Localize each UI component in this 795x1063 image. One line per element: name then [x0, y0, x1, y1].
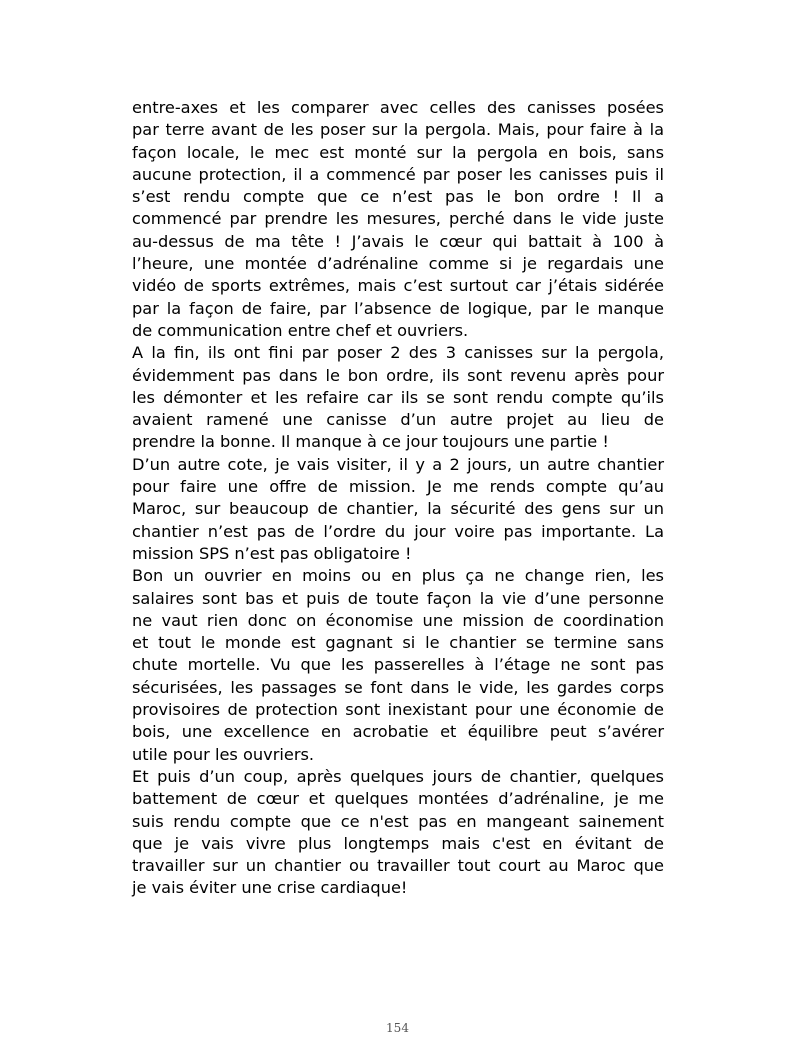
text-line: au-dessus de ma tête ! J’avais le cœur qui battait à 100 à — [132, 231, 664, 251]
text-line: provisoires de protection sont inexistant pour une économie de — [132, 700, 664, 720]
text-line: bois, une excellence en acrobatie et équilibre peut s’avérer — [132, 722, 664, 742]
paragraph — [132, 454, 664, 565]
paragraph — [132, 565, 664, 766]
text-line: Maroc, sur beaucoup de chantier, la sécurité des gens sur un — [132, 499, 664, 519]
text-line: et tout le monde est gagnant si le chantier se termine sans — [132, 633, 664, 653]
text-line: de communication entre chef et ouvriers. — [132, 320, 469, 340]
text-line: prendre la bonne. Il manque à ce jour toujours une partie ! — [132, 432, 609, 452]
body-text — [132, 97, 664, 900]
text-line: suis rendu compte que ce n'est pas en mangeant sainement — [132, 811, 664, 831]
text-line: ne vaut rien donc on économise une mission de coordination — [132, 610, 664, 630]
text-line: vidéo de sports extrêmes, mais c’est surtout car j’étais sidérée — [132, 276, 664, 296]
text-line: travailler sur un chantier ou travailler tout court au Maroc que — [132, 856, 664, 876]
text-line: mission SPS n’est pas obligatoire ! — [132, 543, 412, 563]
text-line: aucune protection, il a commencé par poser les canisses puis il — [132, 164, 664, 184]
text-line: chute mortelle. Vu que les passerelles à l’étage ne sont pas — [132, 655, 664, 675]
text-line: pour faire une offre de mission. Je me rends compte qu’au — [132, 477, 664, 497]
text-line: salaires sont bas et puis de toute façon la vie d’une personne — [132, 588, 664, 608]
text-line: évidemment pas dans le bon ordre, ils sont revenu après pour — [132, 365, 664, 385]
text-line: chantier n’est pas de l’ordre du jour voire pas importante. La — [132, 521, 664, 541]
text-line: avaient ramené une canisse d’un autre projet au lieu de — [132, 410, 664, 430]
text-line: l’heure, une montée d’adrénaline comme si je regardais une — [132, 254, 664, 274]
text-line: A la fin, ils ont fini par poser 2 des 3 canisses sur la pergola, — [132, 343, 664, 363]
text-line: s’est rendu compte que ce n’est pas le bon ordre ! Il a — [132, 187, 664, 207]
paragraph — [132, 766, 664, 900]
text-line: utile pour les ouvriers. — [132, 744, 315, 764]
text-line: je vais éviter une crise cardiaque! — [132, 878, 408, 898]
text-line: entre-axes et les comparer avec celles des canisses posées — [132, 98, 664, 117]
text-line: D’un autre cote, je vais visiter, il y a 2 jours, un autre chantier — [132, 454, 664, 474]
text-line: que je vais vivre plus longtemps mais c'est en évitant de — [132, 833, 664, 853]
text-line: par la façon de faire, par l’absence de logique, par le manque — [132, 298, 664, 318]
text-line: commencé par prendre les mesures, perché dans le vide juste — [132, 209, 664, 229]
text-line: battement de cœur et quelques montées d’adrénaline, je me — [132, 789, 664, 809]
paragraph — [132, 97, 664, 342]
page-number: 154 — [386, 1021, 409, 1035]
text-line: sécurisées, les passages se font dans le vide, les gardes corps — [132, 677, 664, 697]
text-line: façon locale, le mec est monté sur la pergola en bois, sans — [132, 142, 664, 162]
paragraph — [132, 342, 664, 453]
text-line: par terre avant de les poser sur la pergola. Mais, pour faire à la — [132, 120, 664, 140]
text-line: les démonter et les refaire car ils se sont rendu compte qu’ils — [132, 387, 664, 407]
text-line: Et puis d’un coup, après quelques jours de chantier, quelques — [132, 766, 664, 786]
text-line: Bon un ouvrier en moins ou en plus ça ne change rien, les — [132, 566, 664, 586]
